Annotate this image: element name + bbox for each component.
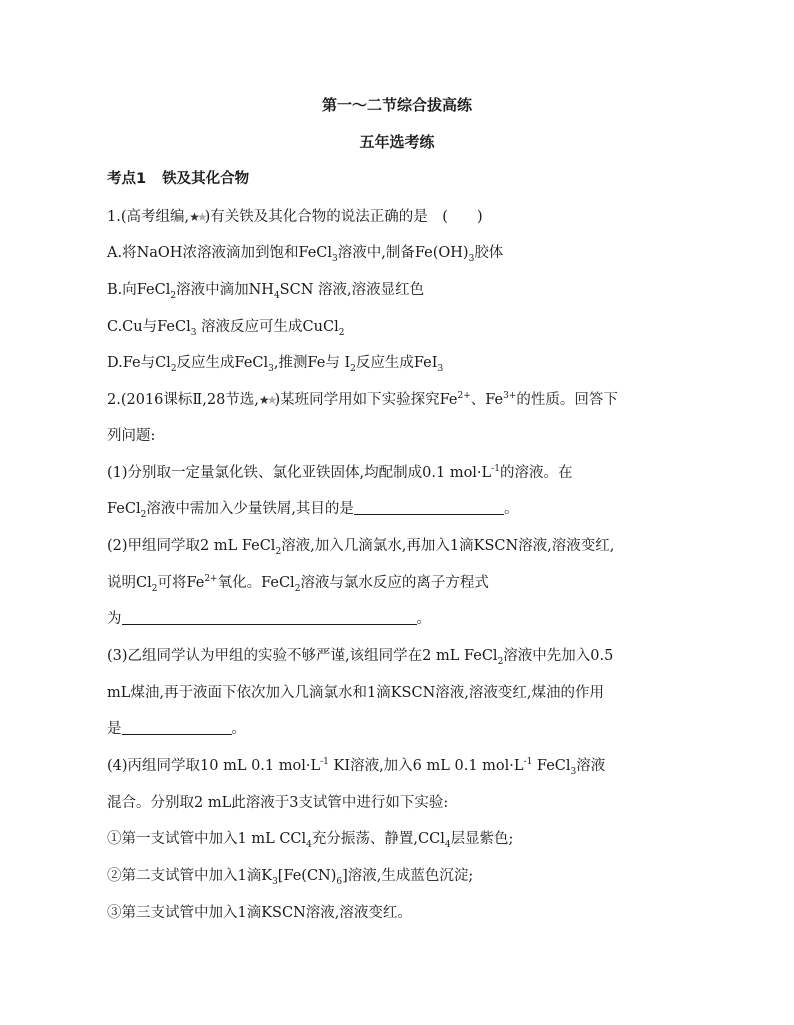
section-heading bbox=[107, 167, 249, 188]
section-name: 铁及其化合物 bbox=[162, 171, 250, 187]
question-2-part-2-cont: 说明$Cl_2$可将$Fe^{2+}$氧化。FeCl$_2$溶液与氯水反应的离子方程式 bbox=[107, 574, 489, 594]
question-2-part-3-answer: 是 。 bbox=[107, 721, 246, 737]
question-2-stem-cont: 列问题: bbox=[107, 428, 156, 444]
question-2-part-4-cont: 混合。分别取2 mL此溶液于3支试管中进行如下实验: bbox=[107, 795, 449, 811]
experiment-1: ①第一支试管中加入1 mL CCl$_4$充分振荡、静置,CCl$_4$层显紫色; bbox=[107, 831, 514, 850]
question-2-part-3: (3)乙组同学认为甲组的实验不够严谨,该组同学在2 mL FeCl$_2$溶液中先加入0.5 bbox=[107, 648, 614, 667]
question-1-option-d: D.Fe与$Cl_2$反应生成FeCl$_3$,推测Fe与 $I_2$反应生成FeI$_3$ bbox=[107, 355, 444, 374]
question-1-option-a: A.将NaOH浓溶液滴加到饱和FeCl$_3$溶液中,制备$Fe(OH)_3$胶体 bbox=[107, 245, 504, 264]
question-1-stem: 1.(高考组编,★★)有关铁及其化合物的说法正确的是 ( ) bbox=[107, 209, 483, 225]
question-2-part-1: (1)分别取一定量氯化铁、氯化亚铁固体,均配制成0.1 $mol\cdot L^{-1}$的溶液。在 bbox=[107, 464, 573, 481]
page-subtitle: 五年选考练 bbox=[359, 133, 435, 151]
question-2-part-2: (2)甲组同学取2 mL FeCl$_2$溶液,加入几滴氯水,再加入1滴KSCN溶液,溶液变红, bbox=[107, 538, 615, 557]
answer-blank-1[interactable] bbox=[354, 500, 504, 515]
difficulty-stars-icon: ★★ bbox=[189, 210, 205, 224]
answer-blank-3[interactable] bbox=[122, 720, 232, 735]
question-1-option-b: B.向FeCl$_2$溶液中滴加$NH_4SCN$ 溶液,溶液显红色 bbox=[107, 282, 425, 301]
question-1-option-c: C.Cu与FeCl$_3$ 溶液反应可生成CuCl$_2$ bbox=[107, 319, 345, 338]
question-2-part-1-cont: FeCl$_2$溶液中需加入少量铁屑,其目的是 。 bbox=[107, 501, 519, 520]
section-label: 考点1 bbox=[107, 171, 147, 187]
experiment-2: ②第二支试管中加入1滴$K_3[Fe(CN)_6]$溶液,生成蓝色沉淀; bbox=[107, 868, 474, 887]
question-2-stem: 2.(2016课标Ⅱ,28节选,★★)某班同学用如下实验探究$Fe^{2+}$、$Fe^{3+}$的性质。回答下 bbox=[107, 391, 618, 408]
experiment-3: ③第三支试管中加入1滴KSCN溶液,溶液变红。 bbox=[107, 905, 412, 921]
question-2-part-4: (4)丙组同学取10 mL 0.1 $mol\cdot L^{-1}$ KI溶液,加入6 mL 0.1 $mol\cdot L^{-1}$ FeCl$_3$溶液 bbox=[107, 757, 606, 777]
answer-blank-2[interactable] bbox=[122, 610, 417, 625]
difficulty-stars-icon: ★★ bbox=[258, 393, 275, 407]
page-title: 第一～二节综合拔高练 bbox=[321, 96, 472, 114]
question-2-part-2-answer: 为 。 bbox=[107, 611, 431, 627]
question-2-part-3-cont: mL煤油,再于液面下依次加入几滴氯水和1滴KSCN溶液,溶液变红,煤油的作用 bbox=[107, 685, 604, 701]
